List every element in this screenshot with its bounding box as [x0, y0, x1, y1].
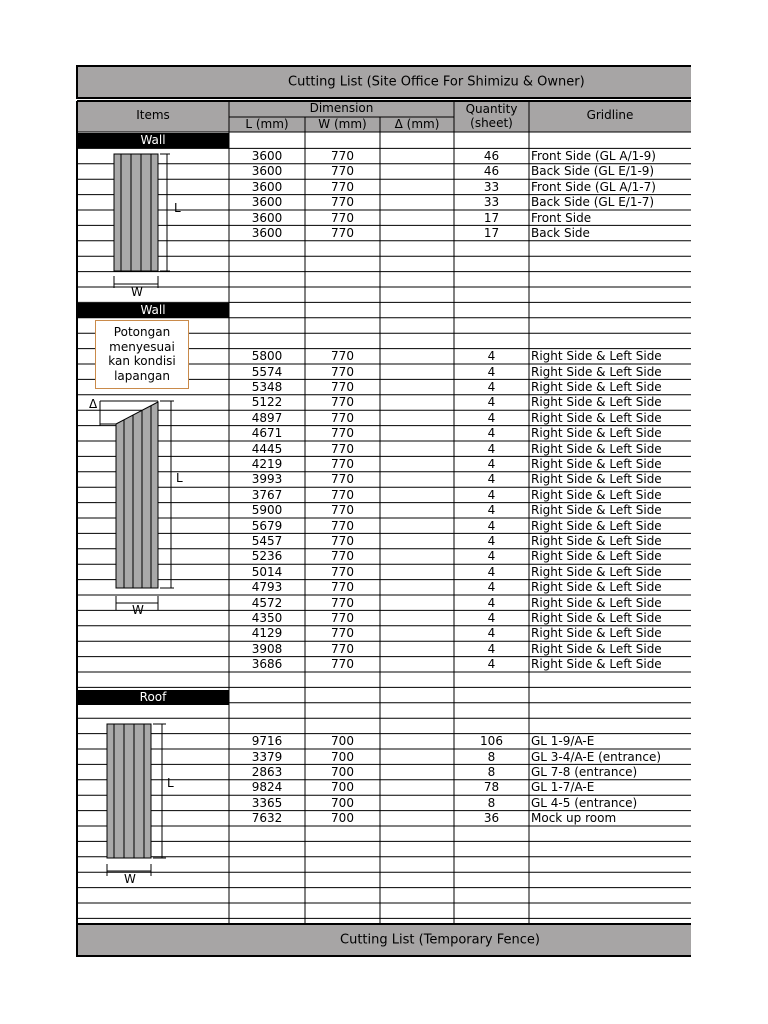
quantity-cell: 4	[487, 626, 496, 641]
cutting-note	[95, 320, 189, 389]
width-cell: 770	[331, 472, 354, 487]
gridline-cell: Right Side & Left Side	[531, 595, 662, 610]
width-cell: 770	[331, 225, 354, 240]
length-cell: 7632	[251, 811, 283, 826]
length-cell: 4129	[251, 626, 283, 641]
width-cell: 770	[331, 456, 354, 471]
length-cell: 2863	[251, 764, 283, 779]
quantity-cell: 4	[487, 533, 496, 548]
quantity-cell: 4	[487, 364, 496, 379]
gridline-cell: Right Side & Left Side	[531, 349, 662, 364]
quantity-cell: 46	[483, 148, 500, 163]
width-cell: 770	[331, 503, 354, 518]
width-cell: 700	[331, 764, 354, 779]
gridline-cell: Right Side & Left Side	[531, 533, 662, 548]
quantity-cell: 8	[487, 795, 496, 810]
quantity-cell: 4	[487, 472, 496, 487]
quantity-cell: 8	[487, 749, 496, 764]
length-label: L	[174, 201, 181, 215]
quantity-cell: 8	[487, 764, 496, 779]
width-cell: 770	[331, 487, 354, 502]
length-cell: 5900	[251, 503, 283, 518]
quantity-cell: 4	[487, 410, 496, 425]
length-cell: 3600	[251, 225, 283, 240]
sheet-title: Cutting List (Site Office For Shimizu & Owner)	[288, 74, 585, 90]
length-cell: 9824	[251, 780, 283, 795]
gridline-cell: Front Side (GL A/1-9)	[531, 148, 656, 163]
quantity-cell: 36	[483, 811, 500, 826]
gridline-cell: GL 1-9/A-E	[531, 734, 595, 749]
length-cell: 4350	[251, 610, 283, 625]
length-cell: 3600	[251, 179, 283, 194]
width-cell: 770	[331, 580, 354, 595]
width-cell: 770	[331, 349, 354, 364]
quantity-cell: 17	[483, 225, 500, 240]
quantity-cell: 4	[487, 426, 496, 441]
quantity-cell: 4	[487, 657, 496, 672]
gridline-cell: Right Side & Left Side	[531, 410, 662, 425]
width-cell: 770	[331, 441, 354, 456]
quantity-cell: 4	[487, 549, 496, 564]
width-cell: 770	[331, 195, 354, 210]
length-cell: 4572	[251, 595, 283, 610]
gridline-cell: GL 4-5 (entrance)	[531, 795, 638, 810]
gridline-cell: Right Side & Left Side	[531, 426, 662, 441]
gridline-cell: Right Side & Left Side	[531, 641, 662, 656]
length-cell: 5236	[251, 549, 283, 564]
quantity-cell: 46	[483, 164, 500, 179]
length-label: L	[176, 471, 183, 485]
note-line: lapangan	[114, 368, 170, 383]
quantity-cell: 4	[487, 395, 496, 410]
length-label: L	[167, 776, 174, 790]
gridline-cell: Right Side & Left Side	[531, 441, 662, 456]
quantity-cell: 4	[487, 580, 496, 595]
header-gridline: Gridline	[586, 108, 634, 122]
quantity-cell: 106	[480, 734, 503, 749]
gridline-cell: Right Side & Left Side	[531, 472, 662, 487]
length-cell: 5800	[251, 349, 283, 364]
quantity-cell: 4	[487, 456, 496, 471]
width-cell: 770	[331, 395, 354, 410]
length-cell: 4671	[251, 426, 283, 441]
width-cell: 770	[331, 657, 354, 672]
length-cell: 5014	[251, 564, 283, 579]
quantity-cell: 4	[487, 610, 496, 625]
length-cell: 3379	[251, 749, 283, 764]
length-cell: 4445	[251, 441, 283, 456]
width-cell: 700	[331, 811, 354, 826]
width-cell: 770	[331, 641, 354, 656]
gridline-cell: Right Side & Left Side	[531, 610, 662, 625]
section-wall: Wall	[77, 133, 229, 148]
width-cell: 770	[331, 379, 354, 394]
gridline-cell: Right Side & Left Side	[531, 580, 662, 595]
length-cell: 3600	[251, 164, 283, 179]
gridline-cell: Right Side & Left Side	[531, 549, 662, 564]
width-cell: 770	[331, 364, 354, 379]
length-cell: 3600	[251, 195, 283, 210]
gridline-cell: GL 1-7/A-E	[531, 780, 595, 795]
width-cell: 770	[331, 426, 354, 441]
quantity-cell: 4	[487, 441, 496, 456]
gridline-cell: GL 7-8 (entrance)	[531, 764, 638, 779]
footer-bar	[76, 923, 691, 957]
width-cell: 770	[331, 148, 354, 163]
length-cell: 4219	[251, 456, 283, 471]
length-cell: 5122	[251, 395, 283, 410]
length-cell: 4897	[251, 410, 283, 425]
length-cell: 4793	[251, 580, 283, 595]
width-cell: 700	[331, 734, 354, 749]
next-sheet-title: Cutting List (Temporary Fence)	[340, 932, 540, 948]
width-cell: 770	[331, 210, 354, 225]
quantity-cell: 4	[487, 379, 496, 394]
length-cell: 3365	[251, 795, 283, 810]
header-items: Items	[136, 108, 170, 122]
length-cell: 9716	[251, 734, 283, 749]
width-cell: 770	[331, 518, 354, 533]
gridline-cell: Back Side (GL E/1-9)	[531, 164, 655, 179]
quantity-cell: 4	[487, 518, 496, 533]
length-cell: 3686	[251, 657, 283, 672]
gridline-cell: Right Side & Left Side	[531, 487, 662, 502]
width-cell: 770	[331, 610, 354, 625]
gridline-cell: Right Side & Left Side	[531, 564, 662, 579]
length-cell: 5574	[251, 364, 283, 379]
width-cell: 770	[331, 549, 354, 564]
gridline-cell: Right Side & Left Side	[531, 379, 662, 394]
length-cell: 5457	[251, 533, 283, 548]
note-line: kan kondisi	[108, 354, 176, 368]
width-label: W	[131, 285, 143, 299]
header-l: L (mm)	[245, 117, 289, 131]
header-dimension: Dimension	[309, 101, 374, 115]
gridline-cell: Mock up room	[531, 811, 617, 826]
quantity-cell: 4	[487, 595, 496, 610]
quantity-cell: 4	[487, 503, 496, 518]
length-cell: 3908	[251, 641, 283, 656]
roof-panel-figure	[107, 724, 166, 876]
quantity-cell: 33	[483, 195, 500, 210]
gridline-cell: Back Side (GL E/1-7)	[531, 195, 655, 210]
width-cell: 770	[331, 595, 354, 610]
gridline-cell: Right Side & Left Side	[531, 503, 662, 518]
note-line: Potongan	[113, 325, 171, 339]
gridline-cell: Right Side & Left Side	[531, 364, 662, 379]
gridline-cell: Right Side & Left Side	[531, 518, 662, 533]
gridline-cell: GL 3-4/A-E (entrance)	[531, 749, 662, 764]
quantity-cell: 4	[487, 641, 496, 656]
note-line: menyesuai	[109, 339, 175, 354]
header-quantity-unit: (sheet)	[470, 116, 513, 130]
quantity-cell: 78	[483, 780, 500, 795]
header-w: W (mm)	[318, 117, 367, 131]
quantity-cell: 4	[487, 564, 496, 579]
gridline-cell: Right Side & Left Side	[531, 395, 662, 410]
width-cell: 700	[331, 795, 354, 810]
section-wall-sloped: Wall	[77, 303, 229, 318]
length-cell: 5348	[251, 379, 283, 394]
width-cell: 770	[331, 410, 354, 425]
quantity-cell: 33	[483, 179, 500, 194]
quantity-cell: 4	[487, 487, 496, 502]
delta-label: Δ	[89, 397, 98, 411]
width-label: W	[124, 872, 136, 886]
quantity-cell: 17	[483, 210, 500, 225]
width-cell: 770	[331, 533, 354, 548]
length-cell: 3993	[251, 472, 283, 487]
length-cell: 3767	[251, 487, 283, 502]
gridline-cell: Front Side	[531, 210, 592, 225]
gridline-cell: Back Side	[531, 225, 590, 240]
width-cell: 770	[331, 564, 354, 579]
gridline-cell: Right Side & Left Side	[531, 456, 662, 471]
length-cell: 5679	[251, 518, 283, 533]
width-cell: 770	[331, 164, 354, 179]
wall-panel-figure	[114, 154, 170, 288]
header-delta: Δ (mm)	[394, 117, 440, 131]
gridline-cell: Right Side & Left Side	[531, 657, 662, 672]
length-cell: 3600	[251, 148, 283, 163]
width-cell: 700	[331, 780, 354, 795]
gridline-cell: Right Side & Left Side	[531, 626, 662, 641]
width-cell: 700	[331, 749, 354, 764]
gridline-cell: Front Side (GL A/1-7)	[531, 179, 656, 194]
width-cell: 770	[331, 626, 354, 641]
section-roof: Roof	[77, 690, 229, 705]
sloped-wall-panel-figure	[100, 401, 174, 610]
header-quantity: Quantity	[465, 102, 518, 116]
length-cell: 3600	[251, 210, 283, 225]
width-cell: 770	[331, 179, 354, 194]
quantity-cell: 4	[487, 349, 496, 364]
width-label: W	[132, 603, 144, 617]
